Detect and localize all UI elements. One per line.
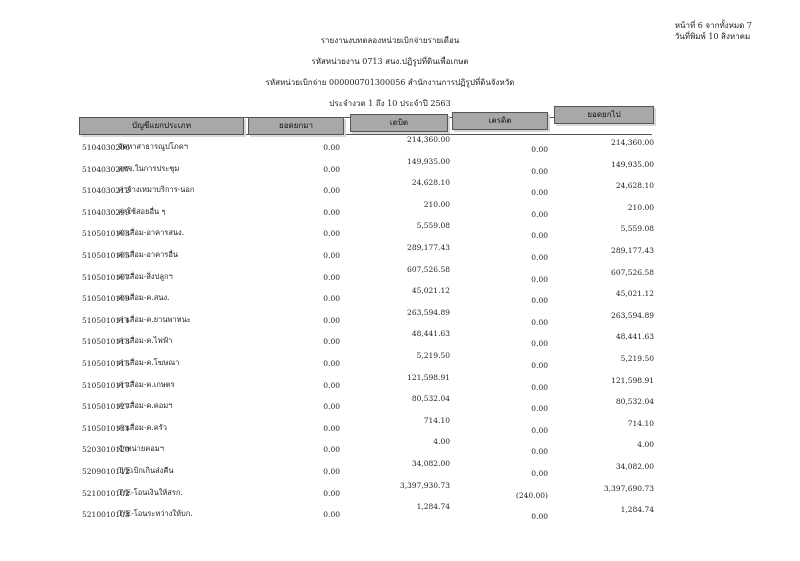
opening-balance: 0.00 [323, 186, 340, 196]
debit-amount: 5,219.50 [416, 351, 450, 360]
account-code: 5210010102 [82, 488, 130, 498]
debit-amount: 3,397,930.73 [399, 480, 450, 490]
table-row [0, 372, 800, 394]
account-name: ค่าเสื่อม-อาคารสนง. [118, 228, 185, 238]
closing-balance: 34,082.00 [615, 462, 654, 471]
account-code: 5105010131 [82, 423, 130, 433]
credit-amount: 0.00 [531, 145, 548, 154]
account-name: ค่าเสื่อม-ค.ครัว [118, 422, 168, 432]
credit-amount: 0.00 [531, 361, 548, 370]
account-code: 5105010111 [82, 315, 130, 325]
opening-balance: 0.00 [323, 337, 340, 347]
table-row [0, 458, 800, 480]
account-name: ค่าใช้สอยอื่น ๆ [118, 206, 166, 216]
table-row [0, 501, 800, 523]
account-code: 5105010105 [82, 251, 130, 260]
debit-amount: 263,594.89 [407, 307, 450, 317]
column-header-debit: เดบิต [350, 114, 448, 132]
debit-amount: 45,021.12 [411, 286, 450, 296]
opening-balance: 0.00 [323, 315, 340, 325]
opening-balance: 0.00 [323, 488, 340, 498]
account-code: 5104030212 [82, 186, 130, 196]
opening-balance: 0.00 [323, 272, 340, 282]
account-name: ค่าเสื่อม-ค.คอมฯ [118, 401, 173, 411]
closing-balance: 607,526.58 [611, 267, 654, 277]
table-row [0, 328, 800, 350]
opening-balance: 0.00 [323, 229, 340, 239]
closing-balance: 263,594.89 [611, 310, 654, 320]
report-title: รายงานงบทดลองหน่วยเบิกจ่ายรายเดือน [320, 36, 460, 45]
agency-code-line: รหัสหน่วยงาน 0713 สนง.ปฏิรูปที่ดินเพื่อเกษต [311, 57, 469, 66]
opening-balance: 0.00 [323, 251, 340, 260]
account-code: 5105010115 [82, 359, 130, 368]
account-name: T/E-โอนระหว่างให้บก. [118, 509, 193, 519]
table-row [0, 393, 800, 415]
opening-balance: 0.00 [323, 467, 340, 476]
opening-balance: 0.00 [323, 359, 340, 368]
account-name: T/Eเบิกเกินส่งคืน [118, 466, 174, 475]
debit-amount: 214,360.00 [407, 135, 450, 144]
account-name: จำหน่ายคอมฯ [118, 444, 164, 454]
table-row [0, 264, 800, 286]
account-code: 5203010120 [82, 445, 130, 455]
closing-balance: 714.10 [627, 418, 654, 428]
debit-amount: 48,441.63 [411, 329, 450, 339]
closing-balance: 1,284.74 [620, 505, 654, 515]
account-name: คชจ.ในการประชุม [118, 163, 180, 173]
credit-amount: 0.00 [531, 382, 548, 392]
closing-balance: 121,598.91 [611, 375, 654, 385]
table-row [0, 177, 800, 199]
closing-balance: 4.00 [637, 440, 654, 450]
debit-amount: 4.00 [433, 437, 450, 447]
closing-balance: 214,360.00 [611, 138, 654, 147]
account-code: 5105010113 [82, 337, 130, 347]
table-row [0, 199, 800, 221]
debit-amount: 5,559.08 [416, 221, 450, 231]
opening-balance: 0.00 [323, 207, 340, 217]
credit-amount: 0.00 [531, 512, 548, 522]
closing-balance: 5,559.08 [620, 224, 654, 234]
debit-amount: 80,532.04 [411, 394, 450, 404]
account-code: 5105010103 [82, 229, 130, 239]
opening-balance: 0.00 [323, 294, 340, 304]
table-row [0, 350, 800, 372]
closing-balance: 48,441.63 [615, 332, 654, 342]
opening-balance: 0.00 [323, 164, 340, 174]
credit-amount: 0.00 [531, 231, 548, 241]
table-row [0, 220, 800, 242]
account-name: ค่าเสื่อม-ค.ยานพาหนะ [118, 314, 191, 324]
table-row [0, 285, 800, 307]
account-code: 5210010103 [82, 510, 130, 520]
page-number: หน้าที่ 6 จากทั้งหมด 7 [674, 21, 752, 30]
opening-balance: 0.00 [323, 143, 340, 152]
account-name: จัดหาสาธารณูปโภคฯ [118, 142, 188, 151]
closing-balance: 149,935.00 [611, 159, 654, 169]
account-name: ค่าเสื่อม-ค.โฆษณา [118, 358, 180, 367]
opening-balance: 0.00 [323, 510, 340, 520]
credit-amount: 0.00 [531, 209, 548, 219]
disbursement-unit-line: รหัสหน่วยเบิกจ่าย 000000701300056 สำนักงานการปฏิรูปที่ดินจังหวัด [265, 78, 515, 87]
closing-balance: 5,219.50 [620, 354, 654, 363]
debit-amount: 1,284.74 [416, 502, 450, 512]
column-header-account: บัญชีแยกประเภท [79, 117, 244, 135]
credit-amount: 0.00 [531, 188, 548, 198]
table-row [0, 415, 800, 437]
table-row [0, 134, 800, 156]
debit-amount: 210.00 [423, 199, 450, 209]
table-row [0, 480, 800, 502]
credit-amount: 0.00 [531, 274, 548, 284]
closing-balance: 24,628.10 [615, 181, 654, 191]
credit-amount: 0.00 [531, 166, 548, 176]
closing-balance: 3,397,690.73 [603, 483, 654, 493]
closing-balance: 210.00 [627, 202, 654, 212]
account-code: 5105010127 [82, 402, 130, 412]
credit-amount: 0.00 [531, 447, 548, 457]
account-name: ค่าเสื่อม-อาคารอื่น [118, 250, 178, 259]
print-date: วันที่พิมพ์ 10 สิงหาคม [674, 32, 751, 41]
closing-balance: 80,532.04 [615, 397, 654, 407]
account-name: T/E-โอนเงินให้สรก. [118, 487, 183, 497]
account-name: ค่าเสื่อม-ค.สนง. [118, 293, 170, 303]
debit-amount: 714.10 [423, 415, 450, 425]
account-name: ค่าเสื่อม-ค.ไฟฟ้า [118, 336, 173, 346]
debit-amount: 34,082.00 [411, 459, 450, 468]
credit-amount: 0.00 [531, 296, 548, 306]
table-row [0, 436, 800, 458]
opening-balance: 0.00 [323, 445, 340, 455]
page-info [675, 20, 752, 42]
period-line: ประจำงวด 1 ถึง 10 ประจำปี 2563 [329, 99, 451, 108]
account-name: ค่าจ้างเหมาบริการ-นอก [118, 185, 195, 195]
opening-balance: 0.00 [323, 423, 340, 433]
credit-amount: 0.00 [531, 339, 548, 349]
account-code: 5104030299 [82, 207, 130, 217]
column-header-opening: ยอดยกมา [248, 117, 344, 135]
credit-amount: 0.00 [531, 404, 548, 414]
opening-balance: 0.00 [323, 380, 340, 390]
closing-balance: 289,177.43 [611, 246, 654, 255]
credit-amount: 0.00 [531, 425, 548, 435]
account-code: 5104030206 [82, 143, 130, 152]
account-name: ค่าเสื่อม-สิ่งปลูกฯ [118, 271, 173, 281]
account-code: 5105010117 [82, 380, 130, 390]
closing-balance: 45,021.12 [615, 289, 654, 299]
debit-amount: 607,526.58 [407, 264, 450, 274]
account-code: 5209010112 [82, 467, 130, 476]
account-code: 5105010109 [82, 294, 130, 304]
table-row [0, 307, 800, 329]
debit-amount: 24,628.10 [411, 178, 450, 188]
column-header-closing: ยอดยกไป [554, 106, 654, 124]
debit-amount: 121,598.91 [407, 372, 450, 382]
account-name: ค่าเสื่อม-ค.เกษตร [118, 379, 175, 389]
credit-amount: 0.00 [531, 317, 548, 327]
opening-balance: 0.00 [323, 402, 340, 412]
table-row [0, 242, 800, 264]
credit-amount: 0.00 [531, 253, 548, 262]
debit-amount: 289,177.43 [407, 243, 450, 252]
account-code: 5105010107 [82, 272, 130, 282]
table-row [0, 156, 800, 178]
credit-amount: (240.00) [515, 490, 548, 500]
credit-amount: 0.00 [531, 469, 548, 478]
debit-amount: 149,935.00 [407, 156, 450, 166]
account-code: 5104030207 [82, 164, 130, 174]
column-header-credit: เครดิต [452, 112, 548, 130]
report-header [200, 30, 580, 114]
